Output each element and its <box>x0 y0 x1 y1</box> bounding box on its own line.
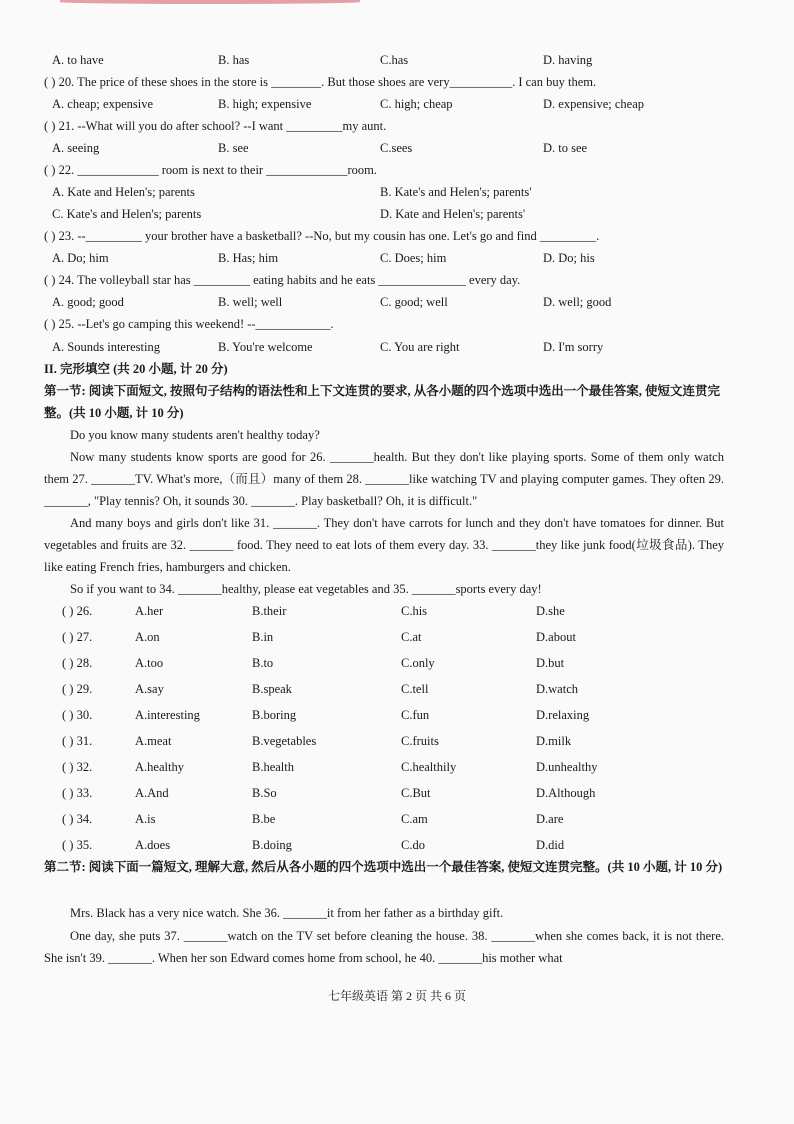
cloze-option-a: A.on <box>135 630 160 644</box>
cloze-item-number: ( ) 33. <box>62 786 93 800</box>
cloze-option-a: A.interesting <box>135 708 200 722</box>
q24-option-d: D. well; good <box>543 295 612 309</box>
section-2-title: II. 完形填空 (共 20 小题, 计 20 分) <box>44 362 228 376</box>
passage1-paragraph-3: And many boys and girls don't like 31. _______. They don't have carrots for lunch and they don't have tomatoes for dinner. But vegetables and fruits are 32. _______ food. They need to eat lots of them every day. 33. _______they like junk food(垃圾食品). They like eating French fries, hamburgers and chicken. <box>44 516 724 574</box>
q25-option-b: B. You're welcome <box>218 340 313 354</box>
cloze-item-number: ( ) 35. <box>62 838 93 852</box>
q19-option-b: B. has <box>218 53 250 67</box>
cloze-option-b: B.their <box>252 604 287 618</box>
cloze-option-c: C.his <box>401 604 428 618</box>
cloze-option-a: A.And <box>135 786 169 800</box>
cloze-option-b: B.vegetables <box>252 734 317 748</box>
cloze-option-b: B.doing <box>252 838 292 852</box>
cloze-option-b: B.speak <box>252 682 292 696</box>
cloze-item-number: ( ) 26. <box>62 604 93 618</box>
q20-option-d: D. expensive; cheap <box>543 97 645 111</box>
cloze-option-d: D.watch <box>536 682 578 696</box>
cloze-option-d: D.Although <box>536 786 596 800</box>
q24-option-b: B. well; well <box>218 295 283 309</box>
q23-option-b: B. Has; him <box>218 251 279 265</box>
cloze-option-b: B.be <box>252 812 276 826</box>
q22-options-row1 <box>52 182 732 202</box>
part-2-instructions: 第二节: 阅读下面一篇短文, 理解大意, 然后从各小题的四个选项中选出一个最佳答案, 使短文连贯完整。(共 10 小题, 计 10 分) <box>44 860 723 874</box>
q22-option-b: B. Kate's and Helen's; parents' <box>380 185 532 199</box>
cloze-option-a: A.too <box>135 656 164 670</box>
passage2-paragraph-1: Mrs. Black has a very nice watch. She 36. _______it from her father as a birthday gift. <box>70 906 504 920</box>
cloze-item-number: ( ) 27. <box>62 630 93 644</box>
cloze-option-c: C.am <box>401 812 428 826</box>
cloze-item-34 <box>62 809 722 829</box>
passage1-paragraph-4: So if you want to 34. _______healthy, please eat vegetables and 35. _______sports every day! <box>70 582 542 596</box>
cloze-option-d: D.milk <box>536 734 572 748</box>
cloze-item-26 <box>62 601 722 621</box>
q23-option-d: D. Do; his <box>543 251 595 265</box>
cloze-option-d: D.relaxing <box>536 708 590 722</box>
cloze-option-a: A.healthy <box>135 760 184 774</box>
q19-options <box>52 50 732 70</box>
q22-option-d: D. Kate and Helen's; parents' <box>380 207 526 221</box>
q21-option-b: B. see <box>218 141 249 155</box>
cloze-item-30 <box>62 705 722 725</box>
cloze-option-c: C.healthily <box>401 760 457 774</box>
cloze-item-33 <box>62 783 722 803</box>
cloze-option-b: B.boring <box>252 708 297 722</box>
q20-option-b: B. high; expensive <box>218 97 312 111</box>
cloze-option-a: A.is <box>135 812 156 826</box>
passage2-paragraph-2: One day, she puts 37. _______watch on the TV set before cleaning the house. 38. _______when she comes back, it is not there. She isn't 39. _______. When her son Edward comes home from school, he 40. _______his mother what <box>44 929 724 965</box>
cloze-option-c: C.only <box>401 656 435 670</box>
cloze-item-28 <box>62 653 722 673</box>
passage1-paragraph-2: Now many students know sports are good for 26. _______health. But they don't like playing sports. Some of them only watch them 27. _______TV. What's more,（而且）many of them 28. _______like watching TV and playing computer games. They often 29. _______, "Play tennis? Oh, it sounds 30. _______. Play basketball? Oh, it is difficult." <box>44 450 724 508</box>
cloze-item-number: ( ) 29. <box>62 682 93 696</box>
q25-stem: ( ) 25. --Let's go camping this weekend! --____________. <box>44 317 334 331</box>
cloze-option-d: D.about <box>536 630 576 644</box>
q19-option-c: C.has <box>380 53 409 67</box>
cloze-item-35 <box>62 835 722 855</box>
q25-option-c: C. You are right <box>380 340 460 354</box>
q24-option-c: C. good; well <box>380 295 448 309</box>
q25-option-a: A. Sounds interesting <box>52 340 160 354</box>
cloze-item-27 <box>62 627 722 647</box>
cloze-item-number: ( ) 31. <box>62 734 93 748</box>
cloze-option-a: A.say <box>135 682 164 696</box>
cloze-item-32 <box>62 757 722 777</box>
cloze-option-c: C.do <box>401 838 425 852</box>
cloze-option-a: A.does <box>135 838 171 852</box>
cloze-option-b: B.health <box>252 760 295 774</box>
page-footer: 七年级英语 第 2 页 共 6 页 <box>327 989 466 1003</box>
q24-options <box>52 292 732 312</box>
q20-options <box>52 94 732 114</box>
cloze-option-d: D.did <box>536 838 565 852</box>
q23-stem: ( ) 23. --_________ your brother have a basketball? --No, but my cousin has one. Let's go and find _________. <box>44 229 600 243</box>
cloze-item-number: ( ) 28. <box>62 656 93 670</box>
q23-options <box>52 248 732 268</box>
passage1-paragraph-1: Do you know many students aren't healthy today? <box>70 428 320 442</box>
q25-option-d: D. I'm sorry <box>543 340 604 354</box>
q23-option-a: A. Do; him <box>52 251 109 265</box>
q25-options <box>52 337 732 357</box>
cloze-item-31 <box>62 731 722 751</box>
q21-option-d: D. to see <box>543 141 588 155</box>
cloze-item-number: ( ) 30. <box>62 708 93 722</box>
cloze-option-a: A.meat <box>135 734 172 748</box>
cloze-item-number: ( ) 32. <box>62 760 93 774</box>
cloze-option-b: B.So <box>252 786 277 800</box>
q22-option-a: A. Kate and Helen's; parents <box>52 185 195 199</box>
q22-options-row2 <box>52 204 732 224</box>
cloze-item-number: ( ) 34. <box>62 812 93 826</box>
cloze-option-d: D.are <box>536 812 564 826</box>
part-1-instructions: 第一节: 阅读下面短文, 按照句子结构的语法性和上下文连贯的要求, 从各小题的四个选项中选出一个最佳答案, 使短文连贯完整。(共 10 小题, 计 10 分) <box>44 384 721 420</box>
q24-stem: ( ) 24. The volleyball star has _________ eating habits and he eats ______________ every day. <box>44 273 521 287</box>
q20-option-a: A. cheap; expensive <box>52 97 154 111</box>
q24-option-a: A. good; good <box>52 295 124 309</box>
cloze-option-c: C.at <box>401 630 422 644</box>
cloze-item-29 <box>62 679 722 699</box>
q23-option-c: C. Does; him <box>380 251 447 265</box>
cloze-option-c: C.tell <box>401 682 429 696</box>
cloze-option-c: C.fun <box>401 708 430 722</box>
cloze-option-b: B.to <box>252 656 274 670</box>
q21-option-a: A. seeing <box>52 141 100 155</box>
q20-option-c: C. high; cheap <box>380 97 453 111</box>
q21-stem: ( ) 21. --What will you do after school? --I want _________my aunt. <box>44 119 387 133</box>
q22-stem: ( ) 22. _____________ room is next to their _____________room. <box>44 163 377 177</box>
cloze-option-d: D.she <box>536 604 565 618</box>
q22-option-c: C. Kate's and Helen's; parents <box>52 207 202 221</box>
q20-stem: ( ) 20. The price of these shoes in the store is ________. But those shoes are very__________. I can buy them. <box>44 75 597 89</box>
top-decoration <box>60 0 360 4</box>
cloze-option-d: D.unhealthy <box>536 760 598 774</box>
q21-options <box>52 138 732 158</box>
q19-option-a: A. to have <box>52 53 104 67</box>
cloze-option-d: D.but <box>536 656 565 670</box>
cloze-option-c: C.fruits <box>401 734 439 748</box>
q19-option-d: D. having <box>543 53 593 67</box>
q21-option-c: C.sees <box>380 141 413 155</box>
cloze-option-c: C.But <box>401 786 431 800</box>
cloze-option-a: A.her <box>135 604 164 618</box>
cloze-option-b: B.in <box>252 630 274 644</box>
